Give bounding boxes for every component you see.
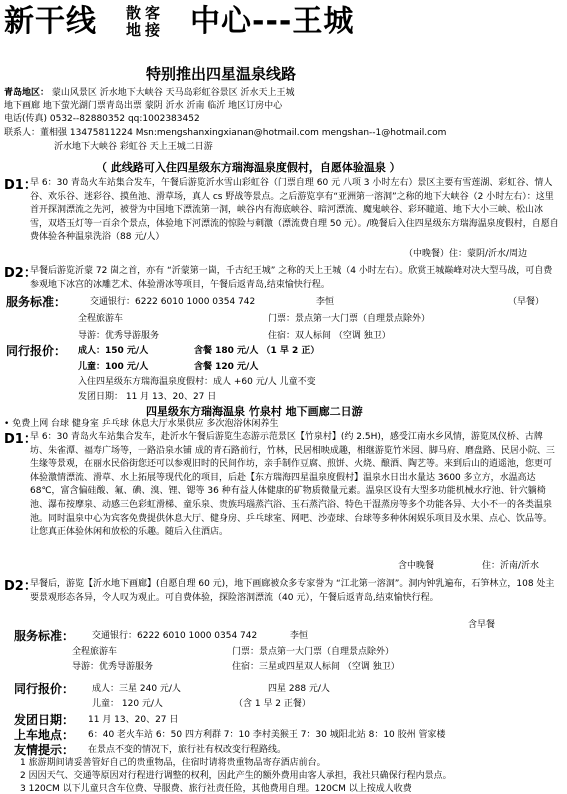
route1-bank-name: 李恒 xyxy=(316,297,335,307)
route2-tips-intro: 在景点不变的情况下，旅行社有权改变行程路线。 xyxy=(88,745,287,755)
route2-tip-2: 2 因因天气、交通等原因对行程进行调整的权利，因此产生的额外费用由客人承担，我社只确保行程内景点。 xyxy=(20,771,452,781)
route2-tips-label: 友情提示： xyxy=(14,743,75,757)
route1-d1-label: D1： xyxy=(4,178,37,193)
route2-pickup: 6：40 老火车站 6：50 四方利群 7：10 李村美猴王 7：30 城阳北站 8：10 胶州 管家楼 xyxy=(88,730,446,740)
route2-price-adult: 成人：三星 240 元/人 xyxy=(92,684,181,694)
route2-service-ticket: 门票：景点第一大门票（自理景点除外） xyxy=(232,647,395,657)
contact-phone: 电话(传真) 0532--82880352 qq:1002383452 xyxy=(4,114,200,124)
route2-d1-meal: 含中晚餐 xyxy=(398,561,435,571)
qingdao-area-line1 xyxy=(4,87,294,99)
route1-price-label: 同行报价： xyxy=(6,344,67,358)
brand-main: 新干线 xyxy=(4,4,97,39)
route2-meal-note: 含早餐 xyxy=(468,620,496,630)
route1-d1-text: 早 6：30 青岛火车站集合发车，午餐后游览沂水雪山彩虹谷（门票自理 60 元 八项 3 小时左右）景区主要有雪莲湖、彩虹谷、情人谷、欢乐谷、迷彩谷、摸鱼池、滑草场，真人 cs 野战等景点。之后游览享有“亚洲第一溶洞”之称的地下大峡谷（2 小时左右）：这里首开探洞漂流之先河，被誉为中国地下漂流第一洞，峡谷内有海底峡谷、暗河漂流、魔鬼峡谷、彩环瞳道、地下大小三峡、松山冰雪，双塔玉灯等一百余个景点，体验地下河漂流的惊险与刺激（漂流费自理 50 元）。/晚餐后入住四星级东方瑞海温泉度假村，自愿自费体验各种温泉洗浴（88 元/人） xyxy=(30,178,559,243)
brand-small-line1: 散客 xyxy=(126,4,165,22)
route2-d2-label: D2： xyxy=(4,579,37,594)
route2-service-guide: 导游：优秀导游服务 xyxy=(72,662,154,672)
route2-tip-3: 3 120CM 以下儿童只含车位费、导服费、旅行社责任险，其他费用自理。120CM 以上按成人收费 xyxy=(20,784,412,794)
qingdao-area-label: 青岛地区： xyxy=(4,88,50,98)
route2-price-label: 同行报价： xyxy=(14,682,75,696)
route2-d1-stay: 住：沂南/沂水 xyxy=(482,561,540,571)
route1-dates: 发团日期： 11 月 13、20、27 日 xyxy=(78,392,217,402)
route1-meal-note: （早餐） xyxy=(508,297,545,307)
route2-dates-label: 发团日期： xyxy=(14,713,75,727)
route2-perks xyxy=(4,418,279,430)
route1-price-adult-meal: 含餐 180 元/人 （1 早 2 正） xyxy=(194,346,320,356)
route1-price-adult: 成人：150 元/人 xyxy=(78,346,149,356)
route1-main-title: 特别推出四星温泉线路 xyxy=(146,65,297,83)
route1-price-child: 儿童：100 元/人 xyxy=(78,362,149,372)
route1-service-guide: 导游：优秀导游服务 xyxy=(78,331,160,341)
route1-upgrade: 入住四星级东方瑞海温泉度假村：成人 +60 元/人 儿童不变 xyxy=(78,377,316,387)
route2-service-label: 服务标准： xyxy=(14,629,75,643)
route1-service-bus: 全程旅游车 xyxy=(78,314,124,324)
route2-tip-1: 1 旅游期间请妥善管好自己的贵重物品，住宿时请将贵重物品寄存酒店前台。 xyxy=(20,758,326,768)
route2-pickup-label: 上车地点： xyxy=(14,728,75,742)
route2-bank-name: 李恒 xyxy=(290,631,309,641)
route1-headline: （ 此线路可入住四星级东方瑞海温泉度假村，自愿体验温泉 ） xyxy=(96,161,401,174)
route2-price-child: 儿童： 120 元/人 xyxy=(92,699,163,709)
route2-dates: 11 月 13、20、27 日 xyxy=(88,715,179,725)
route1-d2-label: D2： xyxy=(4,266,37,281)
route1-bank: 交通银行：6222 6010 1000 0354 742 xyxy=(90,297,256,307)
brand-tail: 中心---王城 xyxy=(190,4,355,39)
qingdao-area-text1: 蒙山风景区 沂水地下大峡谷 天马岛彩虹谷景区 沂水天上王城 xyxy=(51,88,295,98)
route1-service-label: 服务标准： xyxy=(6,295,67,309)
bullet-icon: • xyxy=(4,419,10,429)
contact-tour: 沂水地下大峡谷 彩虹谷 天上王城二日游 xyxy=(54,142,213,152)
route1-service-hotel: 住宿：双人标间 （空调 独卫） xyxy=(268,331,391,341)
route2-price-child-note: （含 1 早 2 正餐） xyxy=(234,699,311,709)
route1-service-ticket: 门票：景点第一大门票（自理景点除外） xyxy=(268,314,431,324)
brand-small-line2: 地接 xyxy=(126,21,165,39)
brand-small xyxy=(126,5,186,39)
route1-price-child-meal: 含餐 120 元/人 xyxy=(194,362,259,372)
route2-perks-text: 免费上网 台球 健身室 乒乓球 休息大厅水果供应 多次泡浴休闲养生 xyxy=(12,419,279,429)
route2-price-adult4: 四星 288 元/人 xyxy=(268,684,330,694)
route2-d2-text: 早餐后，游览【沂水地下画廊】(自愿自理 60 元)，地下画廊被众多专家誉为 “江北第一溶洞”。洞内钟乳遍布，石笋林立，108 处主要景观形态各异，令人叹为观止。可自费体验，探险溶洞漂流（40 元），午餐后返青岛,结束愉快行程。 xyxy=(30,579,555,603)
route2-service-hotel: 住宿：三星或四星双人标间 （空调 独卫） xyxy=(232,662,400,672)
route1-d1-meal: （中晚餐）住：蒙阴/沂水/周边 xyxy=(404,249,528,259)
route2-title: 四星级东方瑞海温泉 竹泉村 地下画廊二日游 xyxy=(146,405,363,418)
route2-service-bus: 全程旅游车 xyxy=(72,647,118,657)
contact-person: 联系人：董相强 13475811224 Msn:mengshanxingxianan@hotmail.com mengshan--1@hotmail.com xyxy=(4,128,447,138)
qingdao-area-line2: 地下画廊 地下萤光湖门票青岛出票 蒙阴 沂水 沂南 临沂 地区订房中心 xyxy=(4,101,283,111)
route2-d1-text: 早 6：30 青岛火车站集合发车，赴沂水午餐后游览生态游示范景区【竹泉村】(约 2.5H)，感受江南水乡风情，游览凤仪桥、古牌坊、朱雀潭、福寿广场等，一路沿泉水铺 成的青石路前行，竹林，民居相映成趣，相继游览竹米园、脚马府、磨盘路、民居小院、三生缘等景观，在丽水民俗街您还可以参观旧时的民间作坊，亲手制作豆腐、煎饼、火烧、酿酒、陶艺等。来到后山的逍遥池，您更可体验激情漂流、滑草、水上拓展等现代化的项目，后赴【东方瑞海四星温泉度假村】温泉水日出水量达 3600 多立方，水温高达 68℃，富含偏硅酸、氟、碘、溴、锂、锶等 36 种有益人体健康的矿物质微量元素。温泉区设有大型多功能机械水疗池、针穴躺椅池、瀑布按摩泉、动感三色彩虹滑梯、童乐泉、贵族玛瑙蒸汽浴、玉石蒸汽浴、特色干湿蒸房等多个功能各异、大小不一的各类温泉池。同时温泉中心为宾客免费提供休息大厅、健身房、乒乓球室、网吧、沙壶球、台球等多种休闲娱乐项目及水果、点心、饮品等。让您真正体验休闲和放松的乐趣。随后入住酒店。 xyxy=(30,432,555,538)
route1-d2-text: 早餐后游览沂蒙 72 崮之首，亦有 “沂蒙第一崮，千古纪王城” 之称的天上王城（4 小时左右）。欣赏王城巅峰对决大型马战，可自费参观地下冰宫的冰雕艺术、体验滑冰等项目，午餐后返青岛,结束愉快行程。 xyxy=(30,266,553,290)
route2-d1-label: D1： xyxy=(4,432,37,447)
route2-bank: 交通银行：6222 6010 1000 0354 742 xyxy=(92,631,258,641)
